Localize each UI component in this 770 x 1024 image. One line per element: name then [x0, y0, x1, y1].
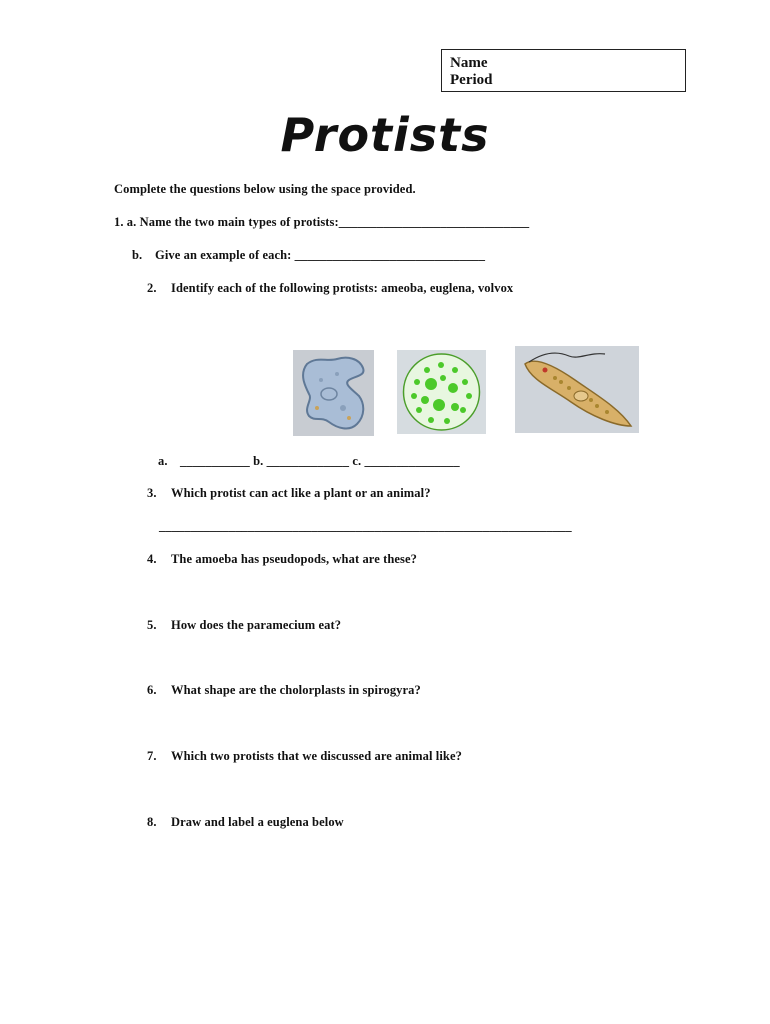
euglena-image — [515, 346, 639, 433]
question-3-number: 3. — [147, 486, 157, 500]
question-2-number: 2. — [147, 281, 157, 295]
page-title: Protists — [280, 108, 490, 162]
question-6: What shape are the cholorplasts in spirogyra? — [171, 683, 421, 697]
question-4: The amoeba has pseudopods, what are these? — [171, 552, 418, 566]
instructions: Complete the questions below using the space provided. — [114, 182, 416, 196]
question-8-number: 8. — [147, 815, 157, 829]
question-6-number: 6. — [147, 683, 157, 697]
question-3: Which protist can act like a plant or an animal? — [171, 486, 431, 500]
name-label: Name — [450, 55, 488, 71]
answer-line-a-label: a. — [158, 454, 168, 468]
answer-line-abc[interactable]: ___________ b. _____________ c. _______________ — [180, 454, 460, 468]
question-4-number: 4. — [147, 552, 157, 566]
amoeba-image — [293, 350, 374, 436]
question-5-number: 5. — [147, 618, 157, 632]
question-7-number: 7. — [147, 749, 157, 763]
question-1b-number: b. — [132, 248, 143, 262]
name-period-box — [441, 49, 686, 92]
question-1a: 1. a. Name the two main types of protists:______________________________ — [114, 215, 530, 229]
euglena-drawing — [515, 346, 639, 433]
question-3-answer-line[interactable]: _________________________________________________________________ — [159, 519, 572, 533]
question-7: Which two protists that we discussed are animal like? — [171, 749, 462, 763]
question-2: Identify each of the following protists: ameoba, euglena, volvox — [171, 281, 514, 295]
question-1b: Give an example of each: ______________________________ — [155, 248, 486, 262]
question-8: Draw and label a euglena below — [171, 815, 344, 829]
volvox-drawing — [397, 350, 486, 434]
period-label: Period — [450, 72, 493, 88]
volvox-image — [397, 350, 486, 434]
question-5: How does the paramecium eat? — [171, 618, 342, 632]
amoeba-drawing — [293, 350, 374, 436]
